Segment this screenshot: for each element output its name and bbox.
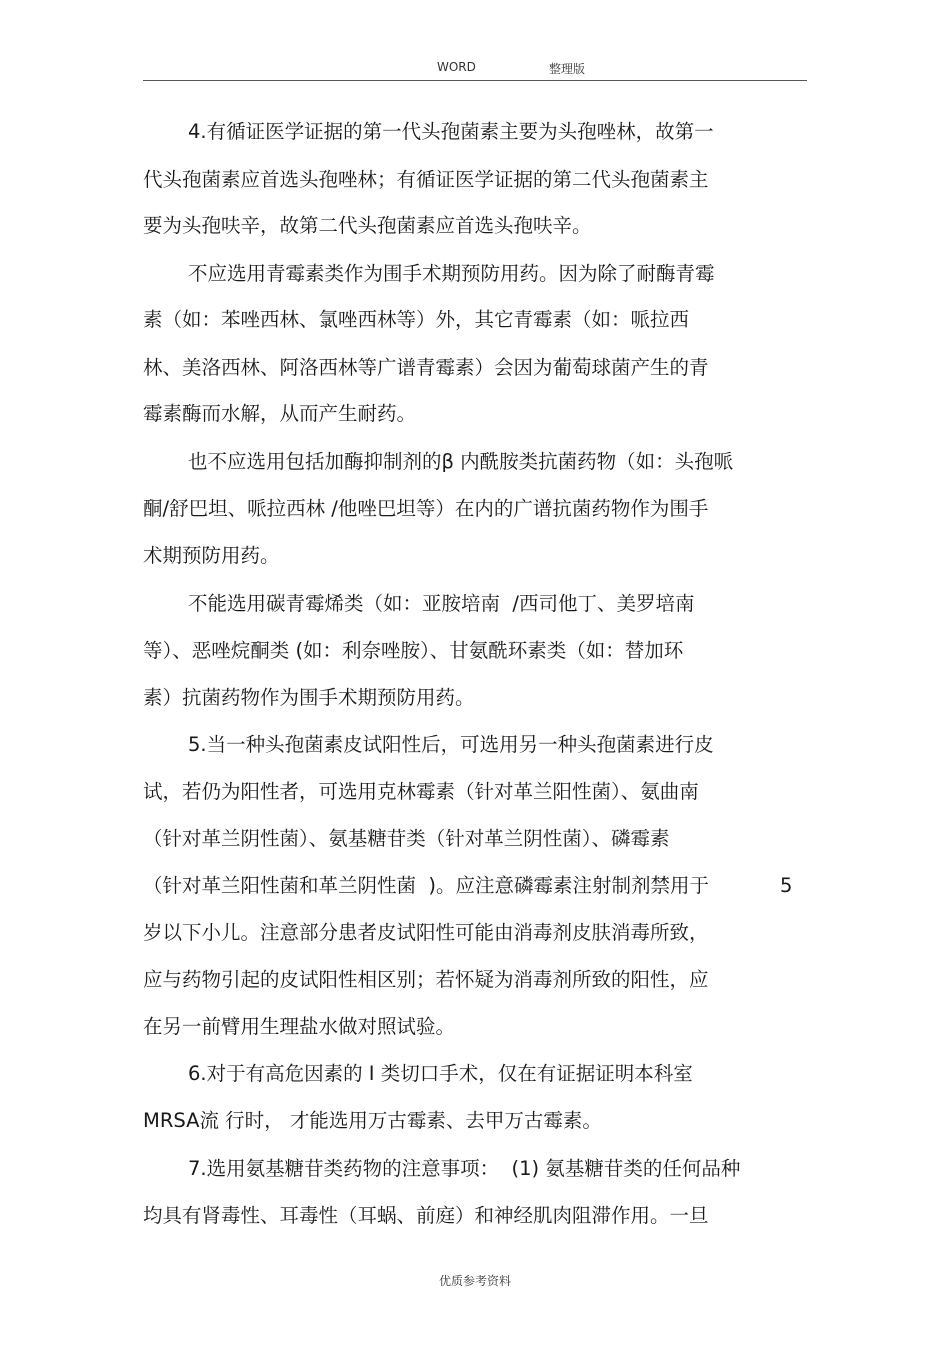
text-line: 试，若仍为阳性者，可选用克林霉素（针对革兰阳性菌）、氨曲南 xyxy=(143,780,699,803)
text-line: 酮/舒巴坦、哌拉西林 /他唑巴坦等）在内的广谱抗菌药物作为围手 xyxy=(143,497,709,520)
text-line: 代头孢菌素应首选头孢唑林；有循证医学证据的第二代头孢菌素主 xyxy=(143,168,709,191)
footer-text: 优质参考资料 xyxy=(438,1274,511,1288)
text-line: 应与药物引起的皮试阳性相区别；若怀疑为消毒剂所致的阳性，应 xyxy=(143,968,709,991)
text-line: 在另一前臂用生理盐水做对照试验。 xyxy=(143,1015,456,1038)
text-line: 岁以下小儿。注意部分患者皮试阳性可能由消毒剂皮肤消毒所致， xyxy=(143,921,709,944)
text-line: 不能选用碳青霉烯类（如：亚胺培南 /西司他丁、美罗培南 xyxy=(188,592,695,615)
text-line: 术期预防用药。 xyxy=(143,544,280,567)
header-right: 整理版 xyxy=(549,62,586,76)
header-rule xyxy=(143,80,807,81)
text-line: 素）抗菌药物作为围手术期预防用药。 xyxy=(143,686,475,709)
text-line: （针对革兰阴性菌）、氨基糖苷类（针对革兰阴性菌）、磷霉素 xyxy=(143,827,670,850)
text-line: 等）、恶唑烷酮类 (如：利奈唑胺）、甘氨酰环素类（如：替加环 xyxy=(143,639,684,662)
text-line-number: 5 xyxy=(780,874,793,897)
text-line: 7.选用氨基糖苷类药物的注意事项： (1) 氨基糖苷类的任何品种 xyxy=(188,1157,741,1180)
text-line: 均具有肾毒性、耳毒性（耳蜗、前庭）和神经肌肉阻滞作用。一旦 xyxy=(143,1204,709,1227)
text-line: 也不应选用包括加酶抑制剂的β 内酰胺类抗菌药物（如：头孢哌 xyxy=(188,450,734,473)
text-line: 素（如：苯唑西林、氯唑西林等）外，其它青霉素（如：哌拉西 xyxy=(143,308,690,331)
text-line: 5.当一种头孢菌素皮试阳性后，可选用另一种头孢菌素进行皮 xyxy=(188,733,714,756)
text-line: 霉素酶而水解，从而产生耐药。 xyxy=(143,402,417,425)
text-line: （针对革兰阳性菌和革兰阴性菌 )。应注意磷霉素注射制剂禁用于 xyxy=(143,874,710,897)
text-line: MRSA流 行时， 才能选用万古霉素、去甲万古霉素。 xyxy=(143,1109,602,1132)
text-line: 林、美洛西林、阿洛西林等广谱青霉素）会因为葡萄球菌产生的青 xyxy=(143,356,709,379)
text-line: 要为头孢呋辛，故第二代头孢菌素应首选头孢呋辛。 xyxy=(143,214,592,237)
text-line: 不应选用青霉素类作为围手术期预防用药。因为除了耐酶青霉 xyxy=(188,262,715,285)
text-line: 4.有循证医学证据的第一代头孢菌素主要为头孢唑林，故第一 xyxy=(188,120,714,143)
text-line: 6.对于有高危因素的 I 类切口手术，仅在有证据证明本科室 xyxy=(188,1062,693,1085)
header-left: WORD xyxy=(437,60,476,74)
